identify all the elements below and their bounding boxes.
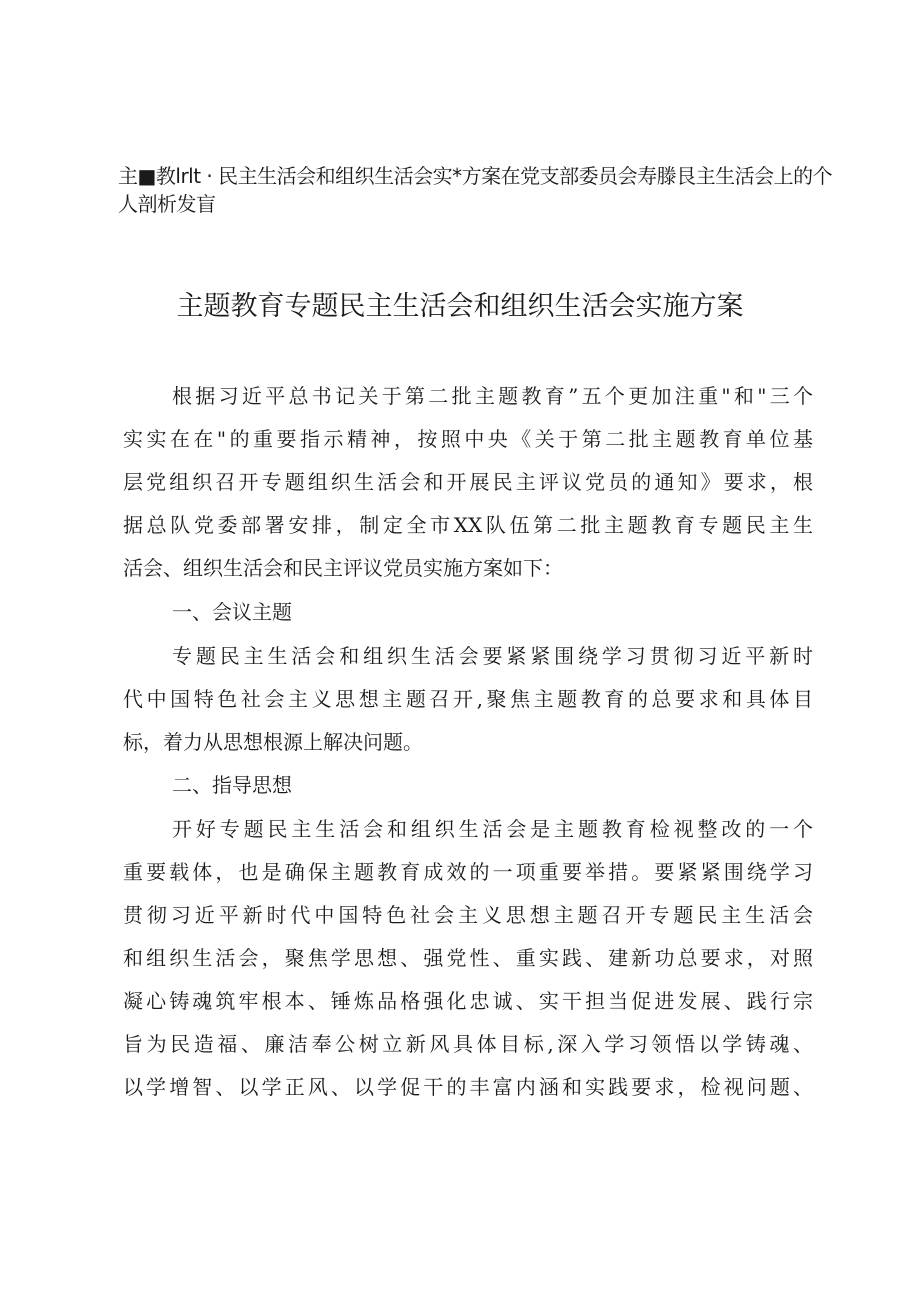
paragraph-line: 开好专题民主生活会和组织生活会是主题教育检视整改的一个 (172, 817, 813, 841)
paragraph-line: 实实在在"的重要指示精神，按照中央《关于第二批主题教育单位基 (123, 427, 813, 451)
section-heading: 一、会议主题 (172, 600, 292, 624)
paragraph-line: 和组织生活会，聚焦学思想、强党性、重实践、建新功总要求，对照 (123, 946, 813, 970)
paragraph-line: 层党组织召开专题组织生活会和开展民主评议党员的通知》要求，根 (123, 470, 813, 494)
paragraph-line: 专题民主生活会和组织生活会要紧紧围绕学习贯彻习近平新时 (172, 644, 813, 668)
paragraph-line: 以学增智、以学正风、以学促干的丰富内涵和实践要求，检视问题、 (123, 1075, 813, 1099)
paragraph-line: 标，着力从思想根源上解决问题。 (123, 730, 423, 754)
paragraph-line: 凝心铸魂筑牢根本、锤炼品格强化忠诚、实干担当促进发展、践行宗 (123, 989, 813, 1013)
paragraph-line: 重要载体，也是确保主题教育成效的一项重要举措。要紧紧围绕学习 (123, 860, 813, 884)
paragraph-line: 活会、组织生活会和民主评议党员实施方案如下： (123, 556, 563, 580)
header-line-1: 主■教lrlt · 民主生活会和组织生活会实*方案在党支部委员会寿滕艮主生活会上的个 (118, 164, 833, 188)
paragraph-line: 代中国特色社会主义思想主题召开,聚焦主题教育的总要求和具体目 (123, 687, 813, 711)
paragraph-line: 旨为民造福、廉洁奉公树立新风具体目标,深入学习领悟以学铸魂、 (123, 1032, 813, 1056)
header-line-2: 人剖析发盲 (118, 192, 216, 216)
paragraph-line: 根据习近平总书记关于第二批主题教育”五个更加注重"和"三个 (172, 384, 813, 408)
document-title: 主题教育专题民主生活会和组织生活会实施方案 (176, 291, 744, 322)
section-heading: 二、指导思想 (172, 773, 292, 797)
paragraph-line: 贯彻习近平新时代中国特色社会主义思想主题召开专题民主生活会 (123, 903, 813, 927)
paragraph-line: 据总队党委部署安排，制定全市XX队伍第二批主题教育专题民主生 (123, 513, 813, 537)
